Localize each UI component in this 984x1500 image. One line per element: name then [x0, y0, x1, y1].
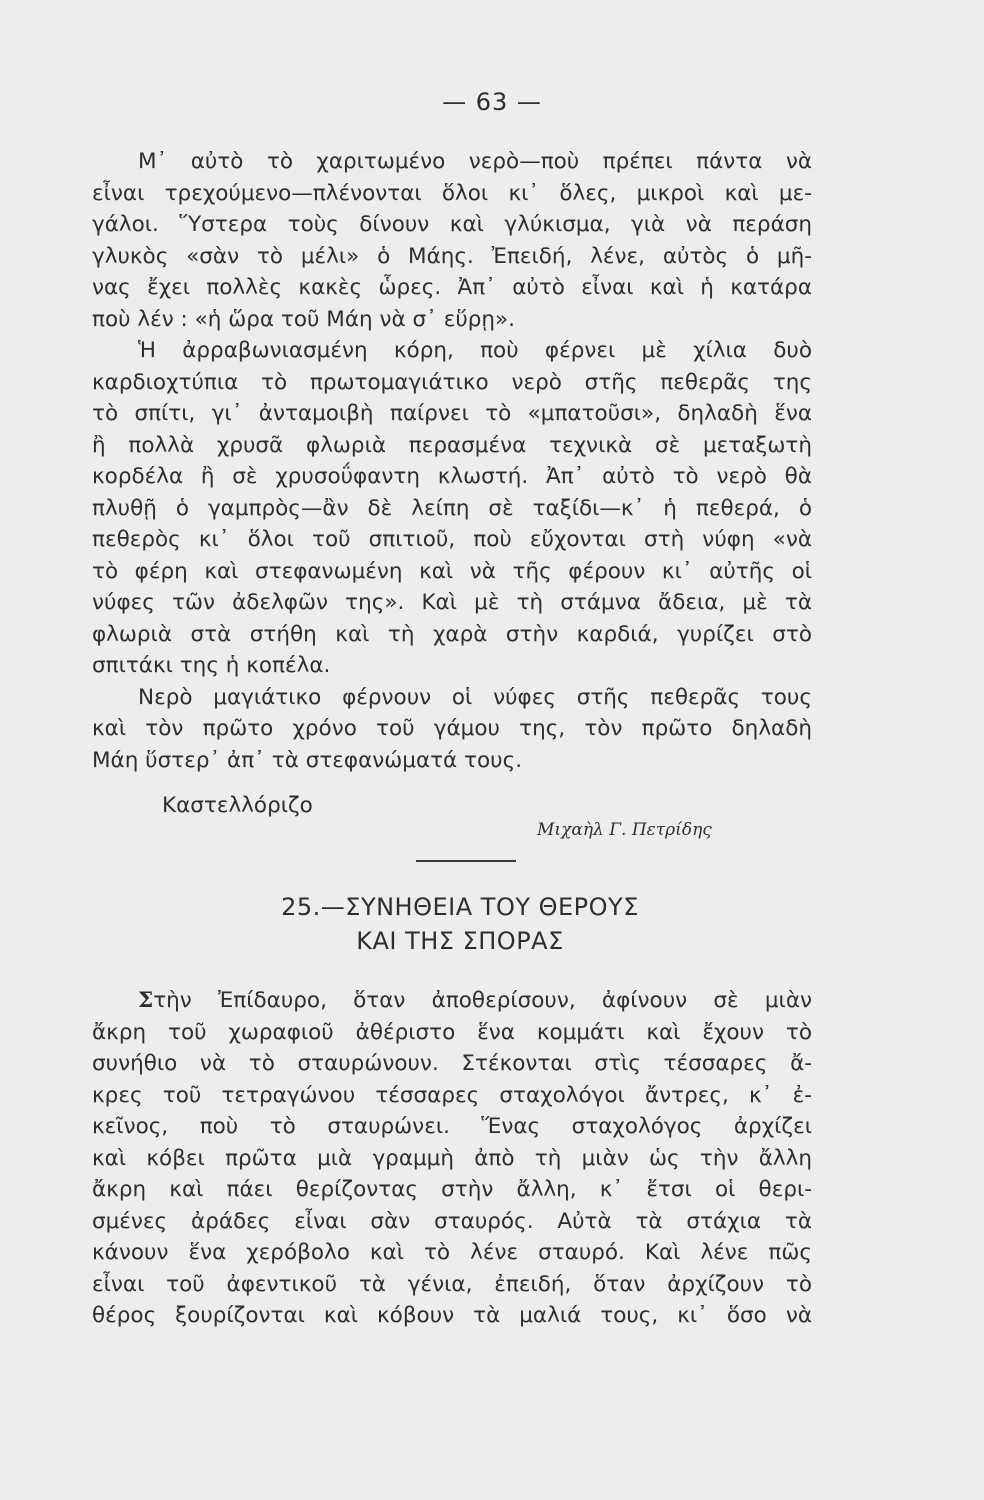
- text-line: τὸ σπίτι, γι᾽ ἀνταμοιβὴ παίρνει τὸ «μπατοῦσι», δηλαδὴ ἕνα: [92, 401, 812, 426]
- section-body: [92, 985, 812, 1332]
- text-line: Μ᾽ αὐτὸ τὸ χαριτωμένο νερὸ—ποὺ πρέπει πάντα νὰ: [138, 149, 812, 174]
- text-line: κεῖνος, ποὺ τὸ σταυρώνει. Ἕνας σταχολόγος ἀρχίζει: [92, 1114, 812, 1139]
- text-line: νύφες τῶν ἀδελφῶν της». Καὶ μὲ τὴ στάμνα ἄδεια, μὲ τὰ: [92, 590, 812, 615]
- section-divider: [416, 860, 516, 862]
- text-line: ἄκρη τοῦ χωραφιοῦ ἀθέριστο ἕνα κομμάτι καὶ ἔχουν τὸ: [92, 1019, 812, 1045]
- drop-cap: Σ: [138, 988, 154, 1013]
- text-line: πλυθῇ ὁ γαμπρὸς—ἂν δὲ λείπη σὲ ταξίδι—κ᾽ ἡ πεθερά, ὁ: [92, 495, 812, 521]
- page-number: — 63 —: [442, 88, 542, 116]
- text-line: φλωριὰ στὰ στήθη καὶ τὴ χαρὰ στὴν καρδιά, γυρίζει στὸ: [92, 621, 812, 647]
- place-name: Καστελλόριζο: [162, 793, 313, 818]
- text-line: ποὺ λέν : «ἡ ὥρα τοῦ Μάη νὰ σ᾽ εὕρῃ».: [92, 306, 516, 332]
- text-line: σπιτάκι της ἡ κοπέλα.: [92, 653, 331, 678]
- text-line: εἶναι τρεχούμενο—πλένονται ὅλοι κι᾽ ὅλες, μικροὶ καὶ με-: [92, 180, 812, 206]
- text-line: [92, 985, 812, 1017]
- text-line: καὶ κόβει πρῶτα μιὰ γραμμὴ ἀπὸ τὴ μιὰν ὡς τὴν ἄλλη: [92, 1145, 812, 1171]
- text-line: νας ἔχει πολλὲς κακὲς ὧρες. Ἀπ᾽ αὐτὸ εἶναι καὶ ἡ κατάρα: [92, 275, 812, 300]
- text-line: θέρος ξουρίζονται καὶ κόβουν τὰ μαλιά τους, κι᾽ ὅσο νὰ: [92, 1303, 812, 1328]
- text-line: Μάη ὕστερ᾽ ἀπ᾽ τὰ στεφανώματά τους.: [92, 747, 523, 773]
- text-line: εἶναι τοῦ ἀφεντικοῦ τὰ γένια, ἐπειδή, ὅταν ἀρχίζουν τὸ: [92, 1271, 812, 1297]
- text-line: κρες τοῦ τετραγώνου τέσσαρες σταχολόγοι ἄντρες, κ᾽ ἐ-: [92, 1082, 812, 1108]
- section-title: [0, 890, 920, 958]
- text-line: ἢ πολλὰ χρυσᾶ φλωριὰ περασμένα τεχνικὰ σὲ μεταξωτὴ: [92, 432, 812, 458]
- text-line: Νερὸ μαγιάτικο φέρνουν οἱ νύφες στῆς πεθερᾶς τους: [138, 684, 812, 710]
- author-signature: Μιχαὴλ Γ. Πετρίδης: [537, 820, 712, 840]
- text-line: κορδέλα ἢ σὲ χρυσοΰφαντη κλωστή. Ἀπ᾽ αὐτὸ τὸ νερὸ θὰ: [92, 464, 812, 489]
- text-line: καὶ τὸν πρῶτο χρόνο τοῦ γάμου της, τὸν πρῶτο δηλαδὴ: [92, 716, 812, 741]
- text-line: Ἡ ἀρραβωνιασμένη κόρη, ποὺ φέρνει μὲ χίλια δυὸ: [138, 338, 812, 363]
- text-line: συνήθιο νὰ τὸ σταυρώνουν. Στέκονται στὶς τέσσαρες ἄ-: [92, 1051, 812, 1076]
- section-title-line: ΚΑΙ ΤΗΣ ΣΠΟΡΑΣ: [356, 927, 564, 955]
- text-line: κάνουν ἕνα χερόβολο καὶ τὸ λένε σταυρό. Καὶ λένε πῶς: [92, 1240, 812, 1265]
- text-line: ἄκρη καὶ πάει θερίζοντας στὴν ἄλλη, κ᾽ ἔτσι οἱ θερι-: [92, 1177, 812, 1202]
- article-body: [92, 146, 812, 776]
- text-line: σμένες ἀράδες εἶναι σὰν σταυρός. Αὐτὰ τὰ στάχια τὰ: [92, 1208, 812, 1234]
- text-line: γάλοι. Ὕστερα τοὺς δίνουν καὶ γλύκισμα, γιὰ νὰ περάση: [92, 212, 812, 237]
- text-line: πεθερὸς κι᾽ ὅλοι τοῦ σπιτιοῦ, ποὺ εὔχονται στὴ νύφη «νὰ: [92, 527, 812, 552]
- section-title-line: 25.—ΣΥΝΗΘΕΙΑ ΤΟΥ ΘΕΡΟΥΣ: [281, 893, 639, 921]
- text-line: γλυκὸς «σὰν τὸ μέλι» ὁ Μάης. Ἐπειδή, λένε, αὐτὸς ὁ μῆ-: [92, 243, 812, 269]
- text-line: τὸ φέρη καὶ στεφανωμένη καὶ νὰ τῆς φέρουν κι᾽ αὐτῆς οἱ: [92, 558, 812, 584]
- text-line-rest: τὴν Ἐπίδαυρο, ὅταν ἀποθερίσουν, ἀφίνουν σὲ μιὰν: [153, 988, 812, 1013]
- text-line: καρδιοχτύπια τὸ πρωτομαγιάτικο νερὸ στῆς πεθερᾶς της: [92, 369, 812, 395]
